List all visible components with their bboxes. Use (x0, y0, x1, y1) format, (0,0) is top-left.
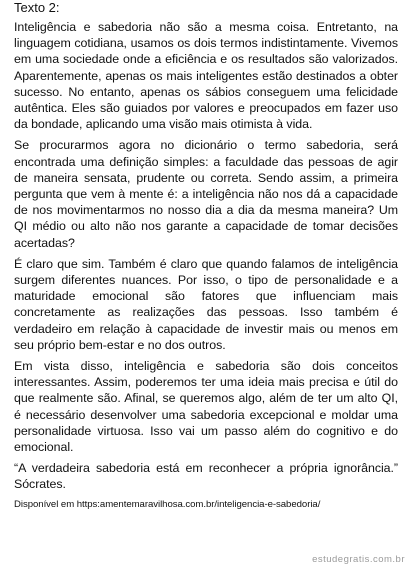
watermark: estudegratis.com.br (312, 554, 405, 565)
paragraph-1: Inteligência e sabedoria não são a mesma coisa. Entretanto, na linguagem cotidiana, usamos os dois termos indistintamente. Vivemos em uma sociedade onde a eficiência e os resultados são valorizados. Aparentemente, apenas os mais inteligentes estão destinados a obter sucesso. No entanto, apenas os sábios conseguem uma felicidade autêntica. Eles são guiados por valores e preocupados em fazer uso da bondade, aplicando uma visão mais otimista à vida. (14, 20, 398, 132)
paragraph-2: Se procurarmos agora no dicionário o termo sabedoria, será encontrada uma definição simples: a faculdade das pessoas de agir de maneira sensata, prudente ou correta. Sendo assim, a primeira pergunta que vem à mente é: a inteligência não nos dá a capacidade de nos movimentarmos no nosso dia a dia da mesma maneira? Um QI médio ou alto não nos garante a capacidade de tomar decisões acertadas? (14, 138, 398, 250)
text-title: Texto 2: (14, 0, 60, 15)
source-citation: Disponível em https:amentemaravilhosa.com.br/inteligencia-e-sabedoria/ (14, 498, 321, 510)
paragraph-3: É claro que sim. Também é claro que quando falamos de inteligência surgem diferentes nuances. Por isso, o tipo de personalidade e a maturidade emocional são fatores que influenciam mais concretamente as realizações das pessoas. Isso também é verdadeiro em relação à capacidade de investir mais ou menos em seu próprio bem-estar e no dos outros. (14, 256, 398, 352)
quote-paragraph: “A verdadeira sabedoria está em reconhecer a própria ignorância.” Sócrates. (14, 461, 398, 492)
paragraph-4: Em vista disso, inteligência e sabedoria são dois conceitos interessantes. Assim, poderemos ter uma ideia mais precisa e útil do que realmente são. Afinal, se queremos algo, além de ter um alto QI, é necessário desenvolver uma sabedoria excepcional e moldar uma personalidade virtuosa. Isso vai um passo além do cognitivo e do emocional. (14, 359, 398, 455)
